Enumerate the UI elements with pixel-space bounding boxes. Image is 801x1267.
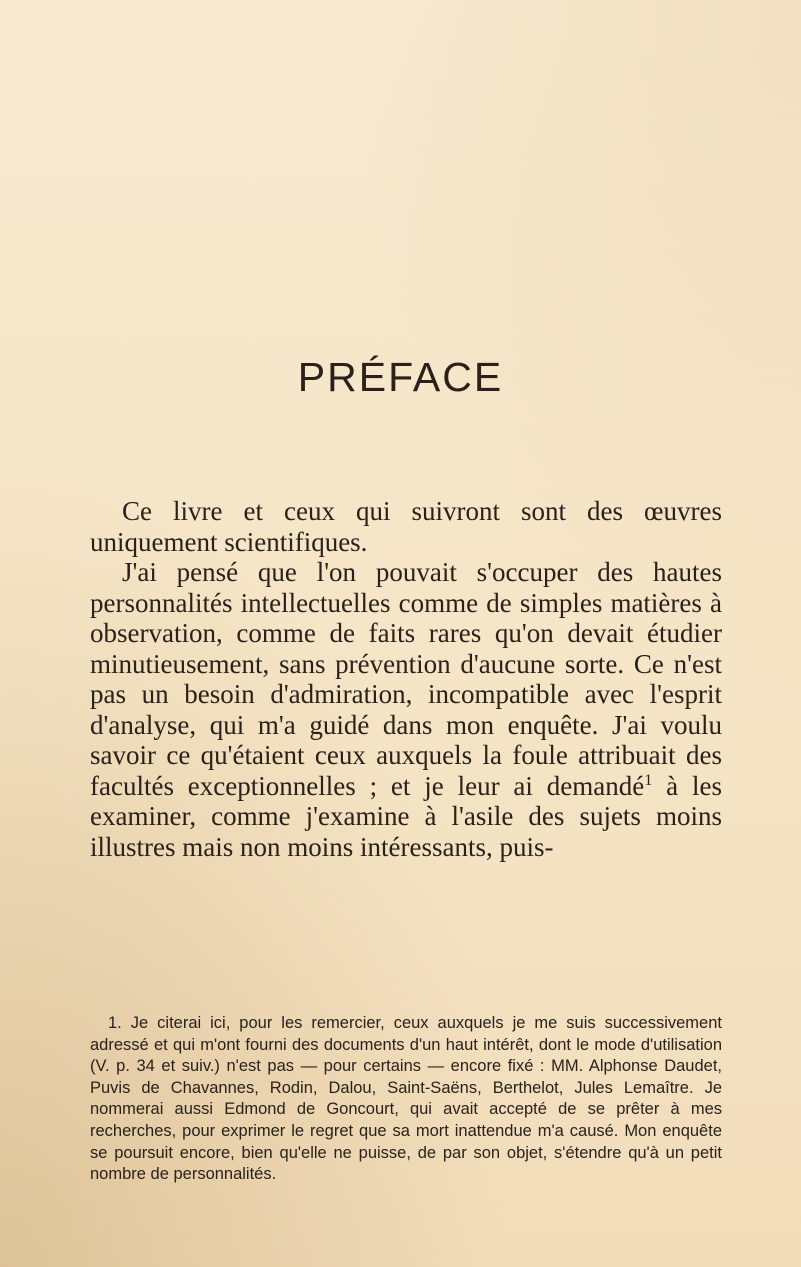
footnote-marker: 1 — [644, 770, 653, 789]
paragraph-1: Ce livre et ceux qui suivront sont des œuvres uniquement scientifiques. — [90, 496, 722, 557]
paragraph-2-continuation: à les examiner, comme j'examine à l'asile des sujets moins illustres mais non moins intéressants, puis- — [90, 770, 722, 862]
paragraph-2-text: J'ai pensé que l'on pouvait s'occuper des hautes personnalités intellectuelles comme de simples matières à observation, comme de faits rares qu'on devait étudier minutieusement, sans prévention d'aucune sorte. Ce n'est pas un besoin d'admiration, incompatible avec l'esprit d'analyse, qui m'a guidé dans mon enquête. J'ai voulu savoir ce qu'étaient ceux auxquels la foule attribuait des facultés exceptionnelles ; et je leur ai demandé — [90, 557, 722, 801]
footnote — [90, 1013, 722, 1186]
paragraph-2 — [90, 557, 722, 862]
footnote-text: 1. Je citerai ici, pour les remercier, ceux auxquels je me suis successivement adressé et qui m'ont fourni des documents d'un haut intérêt, dont le mode d'utilisation (V. p. 34 et suiv.) n'est pas — pour certains — encore fixé : MM. Alphonse Daudet, Puvis de Chavannes, Rodin, Dalou, Saint-Saëns, Berthelot, Jules Lemaître. Je nommerai aussi Edmond de Goncourt, qui avait accepté de se prêter à mes recherches, pour exprimer le regret que sa mort inattendue m'a causé. Mon enquête se poursuit encore, bien qu'elle ne puisse, de par son objet, s'étendre qu'à un petit nombre de personnalités. — [90, 1014, 722, 1184]
preface-body — [90, 496, 722, 862]
page-title: PRÉFACE — [297, 354, 504, 400]
